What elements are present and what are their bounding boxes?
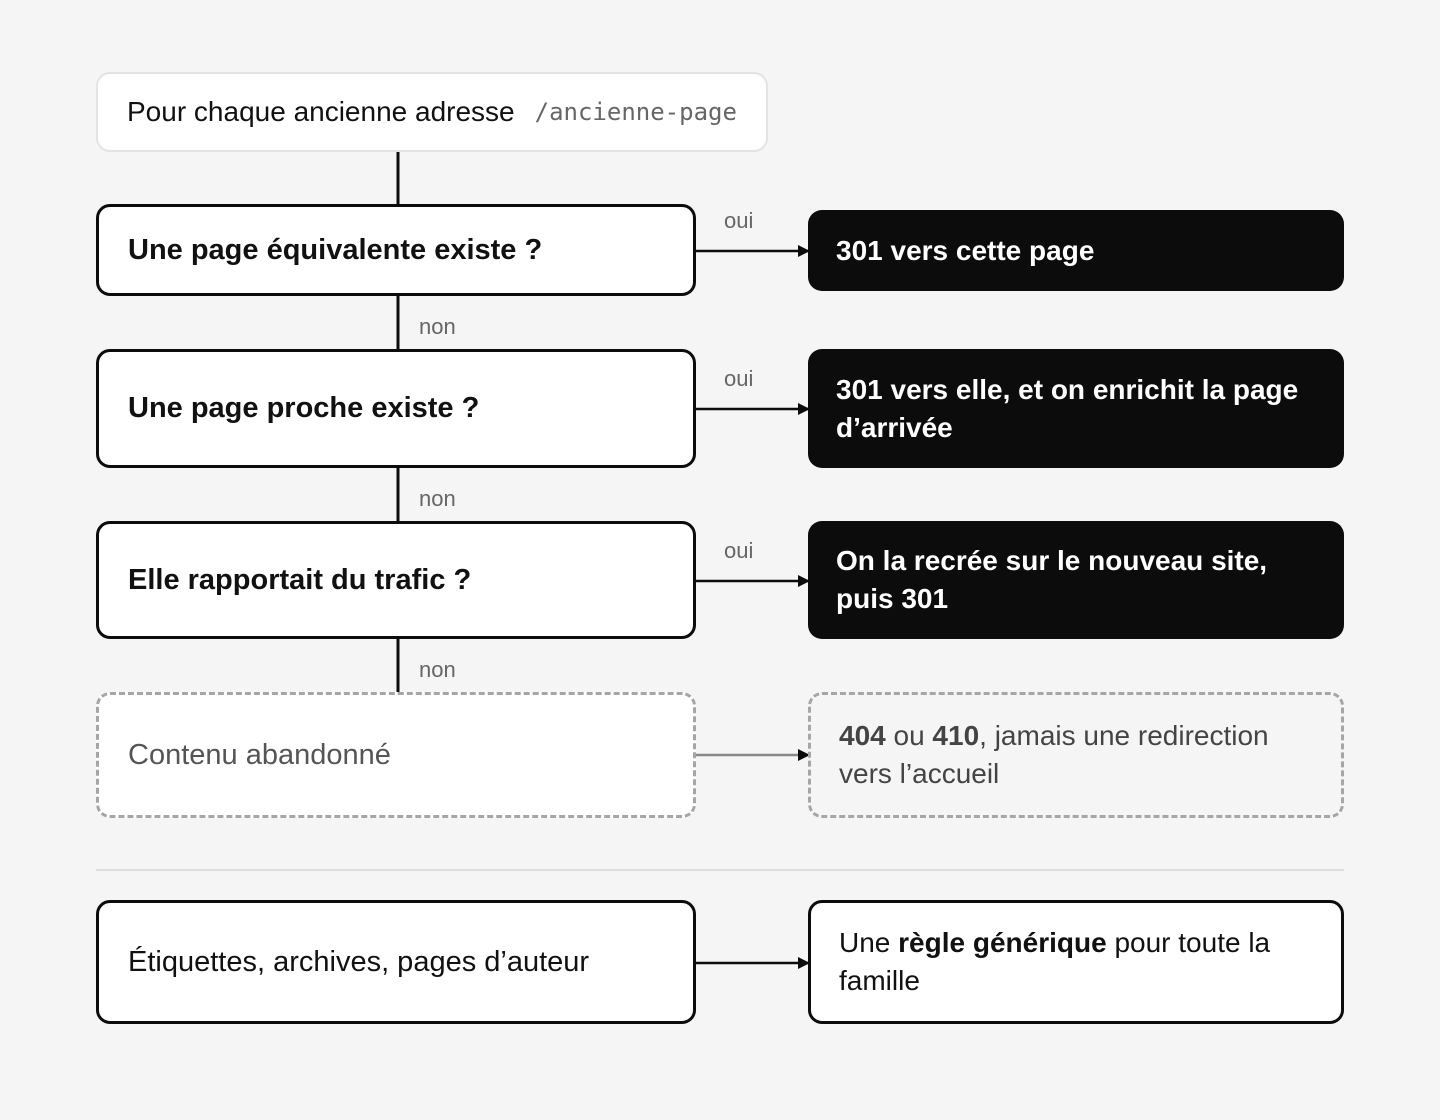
group-pages-node — [96, 900, 696, 1024]
abandoned-label: Contenu abandonné — [128, 738, 391, 771]
result-text-emphasis: recrée — [913, 545, 998, 576]
edge-label-yes: oui — [724, 208, 754, 233]
result-label: 301 vers elle, et on enrichit la page d’arrivée — [836, 373, 1299, 443]
result-text-pre: Une — [839, 927, 899, 958]
status-410: 410 — [932, 720, 980, 751]
question-label: Une page équivalente existe ? — [128, 233, 543, 266]
result-label — [839, 717, 1313, 793]
result-text-post: pour toute la famille — [839, 927, 1271, 996]
abandoned-content-node — [96, 692, 696, 818]
status-404: 404 — [839, 720, 886, 751]
result-text-pre: On la — [836, 545, 914, 576]
edge-label-no: non — [419, 314, 456, 339]
question-close-page — [96, 349, 696, 468]
group-label: Étiquettes, archives, pages d’auteur — [128, 945, 590, 978]
question-traffic — [96, 521, 696, 639]
start-code: /ancienne-page — [534, 98, 737, 126]
start-node — [96, 72, 768, 152]
question-label: Une page proche existe ? — [128, 392, 480, 424]
result-label — [839, 924, 1313, 1000]
result-text-mid: ou — [885, 720, 933, 751]
edge-label-no: non — [419, 657, 456, 682]
edge-label-yes: oui — [724, 366, 754, 391]
edge-label-no: non — [419, 486, 456, 511]
section-divider — [96, 869, 1344, 871]
result-label — [836, 542, 1316, 618]
start-label: Pour chaque ancienne adresse — [127, 96, 515, 127]
result-recreate — [808, 521, 1344, 639]
question-label: Elle rapportait du trafic ? — [128, 563, 472, 596]
result-label: 301 vers cette page — [836, 234, 1095, 266]
result-not-found — [808, 692, 1344, 818]
question-equivalent-page — [96, 204, 696, 296]
result-text-emphasis: règle générique — [898, 927, 1107, 958]
group-rule-result — [808, 900, 1344, 1024]
result-text-post: sur le nouveau site, puis 301 — [836, 545, 1268, 614]
result-redirect-same — [808, 210, 1344, 291]
edge-label-yes: oui — [724, 538, 754, 563]
result-text-rest: , jamais une redirection vers l’accueil — [839, 720, 1269, 789]
result-redirect-close — [808, 349, 1344, 468]
